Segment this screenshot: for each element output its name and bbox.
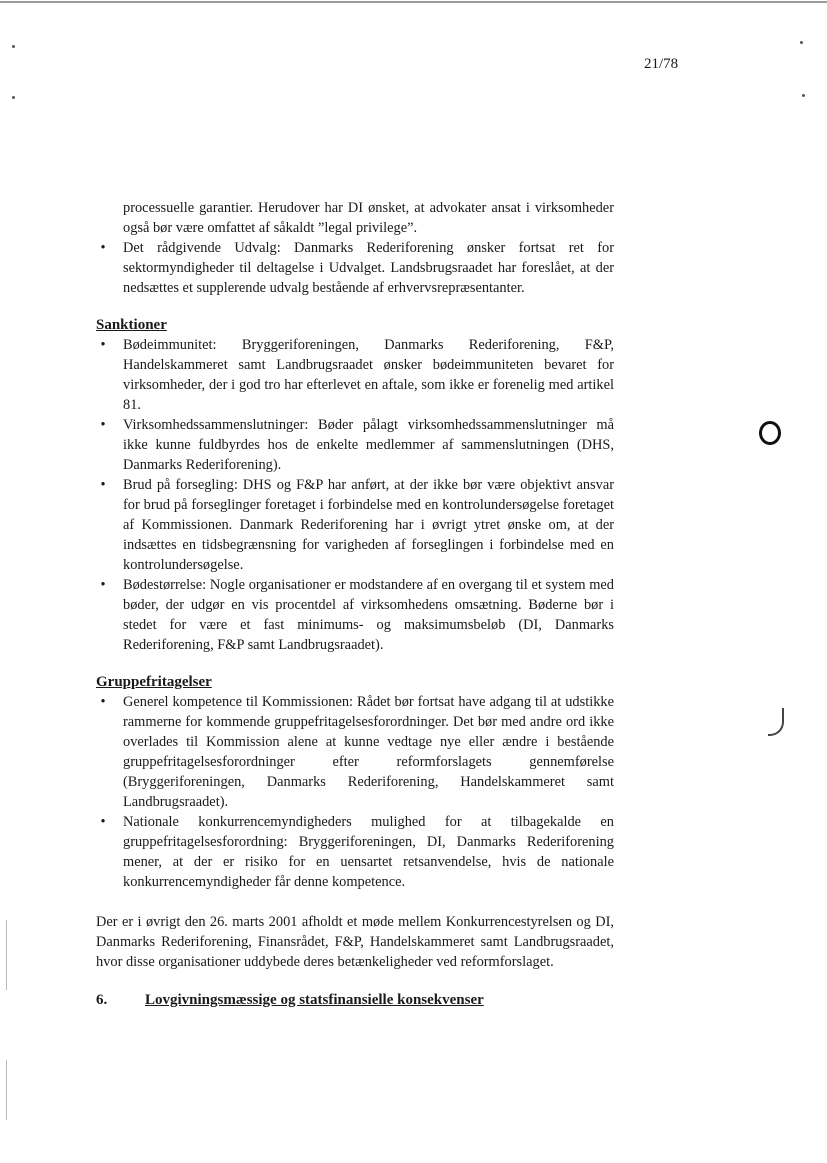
gruppefritagelser-bullet-list	[96, 692, 614, 892]
scan-speck	[800, 41, 803, 44]
list-item	[96, 692, 614, 812]
scan-speck	[802, 94, 805, 97]
chapter-title: Lovgivningsmæssige og statsfinansielle konsekvenser	[145, 992, 484, 1008]
document-body	[96, 198, 614, 1010]
chapter-heading	[96, 990, 614, 1010]
bullet-icon: •	[100, 477, 106, 493]
scan-speck	[12, 45, 15, 48]
margin-annotation-mark	[768, 708, 784, 736]
list-item-text: Det rådgivende Udvalg: Danmarks Rederiforening ønsker fortsat ret for sektormyndigheder til deltagelse i Udvalget. Landsbrugsraadet har foreslået, at der nedsættes et supplerende udvalg bestående af erhvervsrepræsentanter.	[123, 240, 614, 296]
list-item	[96, 575, 614, 655]
scan-top-edge	[0, 1, 827, 3]
list-item-text: Nationale konkurrencemyndigheders mulighed for at tilbagekalde en gruppefritagelsesforordning: Bryggeriforeningen, DI, Danmarks Rederiforening mener, at der er risiko for en uensartet retsanvendelse, hvis de nationale konkurrencemyndigheder får denne kompetence.	[123, 814, 614, 890]
bullet-icon: •	[100, 417, 106, 433]
bullet-icon: •	[100, 337, 106, 353]
bullet-icon: •	[100, 694, 106, 710]
list-item-text: Generel kompetence til Kommissionen: Rådet bør fortsat have adgang til at udstikke rammerne for kommende gruppefritagelsesforordninger. Det bør med andre ord ikke overlades til Kommission alene at kunne vedtage nye eller ændre i bestående gruppefritagelsesforordninger efter reformforslagets gennemførelse (Bryggeriforeningen, Danmarks Rederiforening, Handelskammeret samt Landbrugsraadet).	[123, 694, 614, 810]
section-heading-sanktioner: Sanktioner	[96, 317, 167, 333]
page-number: 21/78	[644, 56, 679, 72]
list-item	[96, 335, 614, 415]
continued-paragraph: processuelle garantier. Herudover har DI ønsket, at advokater ansat i virksomheder også bør være omfattet af såkaldt ”legal privilege”.	[123, 200, 614, 236]
list-item-text: Virksomhedssammenslutninger: Bøder pålagt virksomhedssammenslutninger må ikke kunne fuldbyrdes hos de enkelte medlemmer af sammenslutningen (DHS, Danmarks Rederiforening).	[123, 417, 614, 473]
section-heading-gruppefritagelser: Gruppefritagelser	[96, 674, 212, 690]
list-item	[96, 415, 614, 475]
bullet-icon: •	[100, 577, 106, 593]
bullet-icon: •	[100, 814, 106, 830]
list-item	[96, 238, 614, 298]
scan-speck	[12, 96, 15, 99]
list-item	[96, 475, 614, 575]
scan-left-edge-shadow	[6, 1060, 7, 1120]
bullet-icon: •	[100, 240, 106, 256]
scan-left-edge-shadow	[6, 920, 7, 990]
intro-bullet-list	[96, 238, 614, 298]
list-item-text: Brud på forsegling: DHS og F&P har anført, at der ikke bør være objektivt ansvar for brud på forseglinger foretaget i forbindelse med en kontrolundersøgelse foretaget af Kommissionen. Danmark Rederiforening har i øvrigt ytret ønske om, at der indsættes en tidsbegrænsning for varigheden af forseglingen i forbindelse med en kontrolundersøgelse.	[123, 477, 614, 573]
list-item-text: Bødeimmunitet: Bryggeriforeningen, Danmarks Rederiforening, F&P, Handelskammeret samt Landbrugsraadet ønsker bødeimmuniteten bevaret for virksomheder, der i god tro har efterlevet en aftale, som ikke er forenelig med artikel 81.	[123, 337, 614, 413]
margin-annotation-circle	[759, 421, 781, 445]
sanktioner-bullet-list	[96, 335, 614, 655]
list-item-text: Bødestørrelse: Nogle organisationer er modstandere af en overgang til et system med bøder, der udgør en vis procentdel af virksomhedens omsætning. Bøderne bør i stedet for være et fast minimums- og maksimumsbeløb (DI, Danmarks Rederiforening, F&P samt Landbrugsraadet).	[123, 577, 614, 653]
chapter-number: 6.	[96, 992, 108, 1008]
closing-paragraph: Der er i øvrigt den 26. marts 2001 afholdt et møde mellem Konkurrencestyrelsen og DI, Danmarks Rederiforening, Finansrådet, F&P, Handelskammeret samt Landbrugsraadet, hvor disse organisationer uddybede deres betænkeligheder ved reformforslaget.	[96, 914, 614, 970]
list-item	[96, 812, 614, 892]
